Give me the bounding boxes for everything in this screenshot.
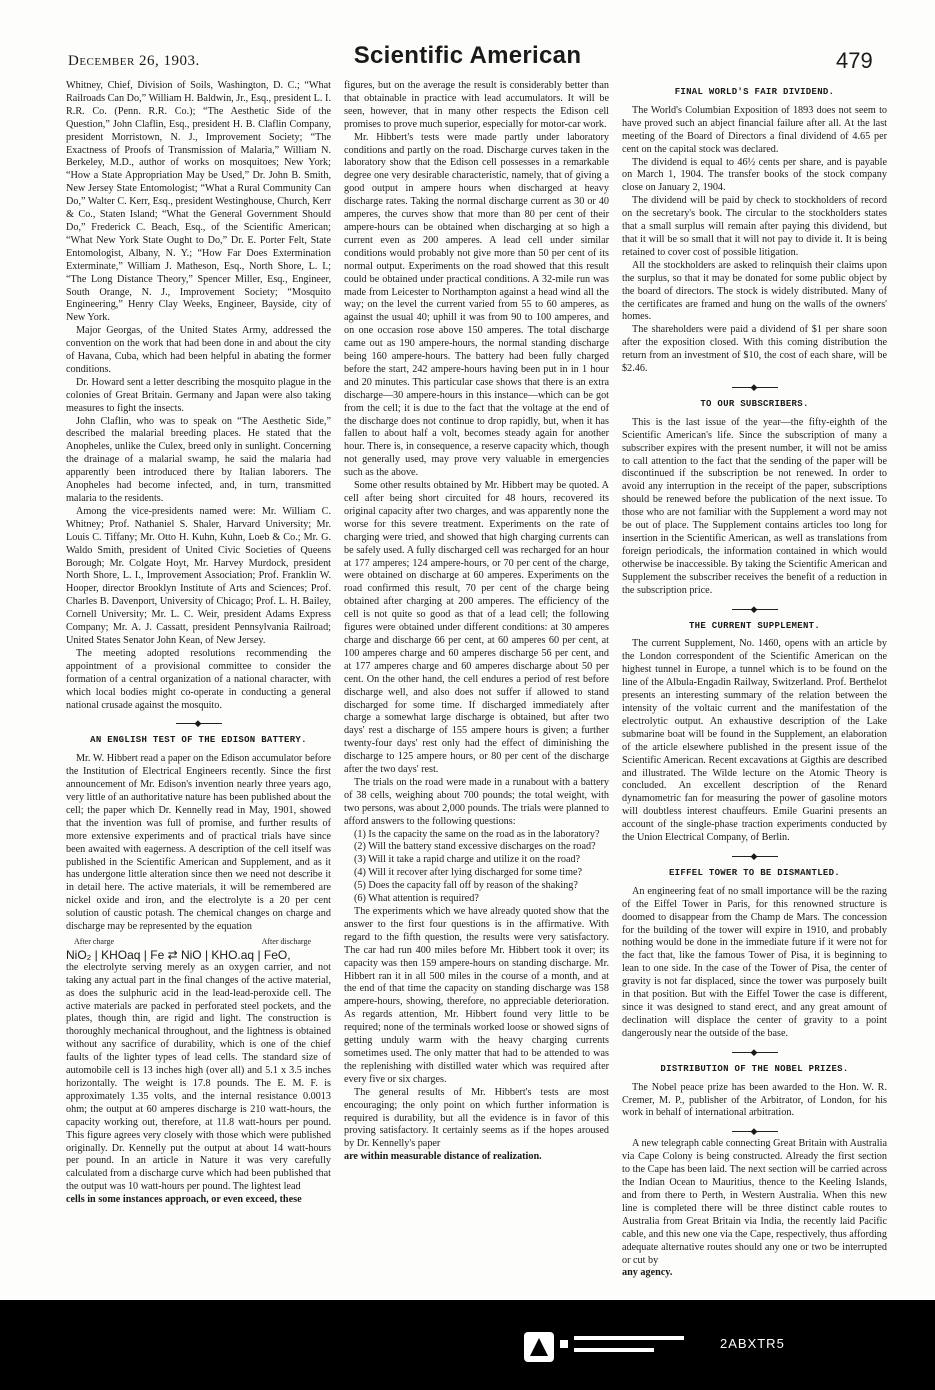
paragraph-bold: any agency. xyxy=(622,1267,673,1279)
paragraph: The dividend will be paid by check to stockholders of record on the secretary's book. The circular to the stockholders states that a small surplus will remain after paying this dividend, but that it will be so small that it will not pay to divide it. It is being retained to cover cost of possible litigation. xyxy=(622,195,887,258)
paragraph: Whitney, Chief, Division of Soils, Washington, D. C.; “What Railroads Can Do,” William H. Baldwin, Jr., Esq., president L. I. R.R. Co. (Penn. R.R. Co.); “The Aesthetic Side of the Question,” John Claflin, Esq., president H. B. Claflin Company, president Morristown, N. J., Improvement Society; “The Exactness of Proofs of Transmission of Malaria,” William N. Berkeley, M.D., author of works on mosquitoes; New York; “How a State Appropriation May be Used,” Dr. John B. Smith, New Jersey State Entomologist; “What a Rural Community Can Do,” Walter C. Kerr, Esq., president Westinghouse, Church, Kerr & Co., Staten Island; “What the General Government Should Do,” Frederick C. Beach, Esq., of the Scientific American; “What New York State Ought to Do,” Dr. E. Porter Felt, State Entomologist, Albany, N. Y.; “How Far Does Extermination Exterminate,” William J. Matheson, Esq., North Shore, L. I.; “The Long Distance Theory,” Spencer Miller, Esq., Engineer, South Orange, N. J., Improvement Society; “Mosquito Engineering,” Henry Clay Weeks, Engineer, Bayside, city of New York. xyxy=(66,80,331,324)
masthead-title: Scientific American xyxy=(353,42,582,69)
paragraph: The dividend is equal to 46½ cents per share, and is payable on March 1, 1904. The transfer books of the stock company close on January 2, 1904. xyxy=(622,156,887,194)
paragraph-bold: cells in some instances approach, or even exceed, these xyxy=(66,1194,302,1206)
article-heading-worlds-fair: FINAL WORLD'S FAIR DIVIDEND. xyxy=(674,87,835,97)
chemical-equation: NiO₂ | KHOaq | Fe ⇄ NiO | KHO.aq | FeO, xyxy=(66,947,291,962)
paragraph: The current Supplement, No. 1460, opens with an article by the London correspondent of the Scientific American on the highest tunnel in Europe, a tunnel which is to be found on the line of the Albula-Engadin Railway, Switzerland. Prof. Berthelot presents an interesting summary of the relation between the intensity of the voltaic current and the manifestation of the electrolytic output. An exhaustive description of the Lake submarine boat will be found in the Supplement, an elaboration of the article elsewhere published in the present issue of the Scientific American. Recent excavations at Gigthis are described and illustrated. The Wilde lecture on the Atomic Theory is concluded. An excellent description of the Renard dynamometric fan for measuring the power of gasoline motors will doubtless interest chauffeurs. Emile Guarini presents an account of the single-phase traction experiments conducted by the Union Electrical Company, of Berlin. xyxy=(622,638,887,844)
question-item: (5) Does the capacity fall off by reason of the shaking? xyxy=(354,880,578,892)
question-item: (6) What attention is required? xyxy=(354,893,479,905)
question-item: (2) Will the battery stand excessive discharges on the road? xyxy=(354,841,596,853)
stock-photo-logo-icon xyxy=(520,1318,700,1374)
paragraph: Some other results obtained by Mr. Hibbert may be quoted. A cell after being short circuited for 48 hours, recovered its original capacity after two charges, and was apparently none the worse for this severe treatment. Experiments on the rate of charging were tried, and showed that high charging currents can be safely used. A fully discharged cell was recharged for an hour at 177 amperes; 124 ampere-hours, or 70 per cent of the charge, were obtained on discharge at 60 amperes. Experiments on the road confirmed this result, 70 per cent of the charge being obtained after charging at 200 amperes. The efficiency of the cell is not quite so good as that of a lead cell; the following figures were obtained under different conditions: at 30 amperes charge and discharge 66 per cent, at 60 amperes 60 per cent, at 100 amperes charge and 60 amperes discharge 56 per cent, and at 177 amperes charge and 60 amperes discharge about 50 per cent. On the other hand, the cell endures a period of rest before discharge well, and also does not suffer if allowed to stand discharged for some time. If discharged immediately after charge a somewhat large discharge is obtained, but after two days' rest a discharge of 155 ampere hours is given; a further twenty-four days' rest only had the effect of diminishing the discharge to 125 ampere hours, or 80 per cent of the discharge after the two days' rest. xyxy=(344,480,609,776)
paragraph: The general results of Mr. Hibbert's tests are most encouraging; the only point on which further information is required is durability, but all the evidence is in favor of this proving satisfactory. It certainly seems as if the hopes aroused by Dr. Kennelly's paper xyxy=(344,1086,609,1150)
article-heading-subscribers: TO OUR SUBSCRIBERS. xyxy=(700,398,809,409)
section-divider xyxy=(622,851,887,861)
stock-footer-bar xyxy=(0,1300,935,1390)
paragraph: the electrolyte serving merely as an oxygen carrier, and not taking any actual part in the final changes of the active material, as does the sulphuric acid in the lead-lead-peroxide cell. The active materials are packed in perforated steel pockets, and the plates, though thin, are rigid and light. The construction is thoroughly mechanical throughout, and the lightness is obtained without any sacrifice of durability, which is one of the chief faults of the lighter types of lead cells. The standard size of automobile cell is 13 inches high (over all) and 5.1 x 3.5 inches horizontally. The weight is 17.8 pounds. The E. M. F. is approximately 1.35 volts, and the internal resistance 0.0013 ohm; the output at 60 amperes discharge is 210 watt-hours, the capacity working out, therefore, at 11.8 watt-hours per pound. This figure agrees very closely with those which were published originally. Dr. Kennelly put the output at about 14 watt-hours per pound. In an article in Nature it was very carefully calculated from a discharge curve which had been published that the output was 10 watt-hours per pound. The lightest lead xyxy=(66,961,331,1193)
section-divider xyxy=(66,718,331,728)
paragraph: This is the last issue of the year—the fifty-eighth of the Scientific American's life. Since the subscription of many a subscriber expires with the present number, it will not be amiss to call attention to the fact that the sending of the paper will be discontinued if the subscription be not renewed. In order to avoid any interruption in the receipt of the paper, subscriptions should be renewed before the publication of the next issue. To those who are not familiar with the Supplement a word may not be out of place. The Supplement contains articles too long for insertion in the Scientific American, as well as translations from foreign periodicals, the information contained in which would otherwise be inaccessible. By taking the Scientific American and Supplement the subscriber receives the benefit of a reduction in the subscription price. xyxy=(622,416,887,596)
paragraph: The trials on the road were made in a runabout with a battery of 38 cells, weighing about 700 pounds; the total weight, with two persons, was about 2,000 pounds. The trials were planned to afford answers to the following questions: xyxy=(344,776,609,827)
column-1 xyxy=(66,80,331,1207)
column-3 xyxy=(622,80,887,1280)
section-divider xyxy=(622,604,887,614)
question-item: (3) Will it take a rapid charge and utilize it on the road? xyxy=(354,854,581,866)
paragraph: An engineering feat of no small importance will be the razing of the Eiffel Tower in Paris, for this renowned structure is doomed to disappear from the Champ de Mars. The concession for the building of the tower will expire in 1910, and probably nothing would be done in the immediate future if it were not for the fact that, like the famous Tower of Pisa, it is beginning to lean to one side. In the case of the Tower of Pisa, the center of gravity is not far displaced, since the tower was purposely built in that position. But with the Eiffel Tower the case is different, since it was designed to stand erect, and any great amount of declination will displace the center of gravity to a point dangerously near the outside of the base. xyxy=(622,885,887,1039)
section-divider xyxy=(622,1047,887,1057)
paragraph: The World's Columbian Exposition of 1893 does not seem to have proved such an abject financial failure after all. At the last meeting of the Board of Directors a final dividend of 4.65 per cent on the capital stock was declared. xyxy=(622,104,887,155)
question-item: (4) Will it recover after lying discharged for some time? xyxy=(354,867,583,879)
article-heading-eiffel-tower: EIFFEL TOWER TO BE DISMANTLED. xyxy=(668,867,841,878)
formula-label-after-discharge: After discharge xyxy=(261,937,311,946)
article-heading-edison-battery: AN ENGLISH TEST OF THE EDISON BATTERY. xyxy=(90,735,307,746)
column-2 xyxy=(344,80,609,1164)
section-divider xyxy=(622,1126,887,1136)
paragraph: Dr. Howard sent a letter describing the mosquito plague in the colonies of Great Britain. Germany and Japan were also taking measures to fight the insects. xyxy=(66,376,331,414)
image-id-label: 2ABXTR5 xyxy=(720,1336,785,1351)
paragraph: The experiments which we have already quoted show that the answer to the first four questions is in the affirmative. With regard to the fifth question, the results were very satisfactory. The car had run 400 miles before Mr. Hibbert took it over; its capacity was then 159 ampere-hours on standing discharge. Mr. Hibbert ran it in all 500 miles in the course of a month, and at the end of that time the capacity on standing discharge was 158 ampere-hours, showing, therefore, no appreciable deterioration. As regards attention, Mr. Hibbert found very little to be required; none of the terminals worked loose or showed signs of getting unduly warm with the heavy charging currents sometimes used. The only matter that had to be attended to was the replenishing with distilled water which was required after every five or six charges. xyxy=(344,906,609,1085)
paragraph: Mr. W. Hibbert read a paper on the Edison accumulator before the Institution of Electrical Engineers recently. Since the first announcement of Mr. Edison's invention nearly three years ago, very little of an authoritative nature has been published about the cell; the paper which Dr. Kennelly read in May, 1901, showed that the invention was full of promise, and further results of more extensive experiments and of practical trials have since been awaited with eagerness. A description of the cell itself was published in the Scientific American and Supplement, and as it has undergone little alteration since then we need not describe it in detail here. The active materials, it will be remembered are nickel oxide and iron, and the electrolyte is a 20 per cent solution of caustic potash. The chemical changes on charge and discharge may be represented by the equation xyxy=(66,753,331,933)
formula-label-after-charge: After charge xyxy=(74,937,115,946)
issue-date: December 26, 1903. xyxy=(68,53,200,69)
article-heading-supplement: THE CURRENT SUPPLEMENT. xyxy=(688,620,821,631)
question-item: (1) Is the capacity the same on the road as in the laboratory? xyxy=(354,828,600,840)
paragraph: figures, but on the average the result is considerably better than that obtainable in practice with lead accumulators. It will be seen, however, that in many other respects the Edison cell promises to prove much superior, especially for motor-car work. xyxy=(344,80,609,130)
paragraph: A new telegraph cable connecting Great Britain with Australia via Cape Colony is being constructed. Already the first section to the Cape has been laid. The next section will be carried across the Indian Ocean to Mauritius, thence to the Keeling Islands, and from there to Perth, in Western Australia. When this new line is completed there will be three distinct cable routes to Australia from Great Britain via India, the recently laid Pacific cable, and this new one via the Cape, respectively, thus affording adequate alternative routes should any one or two be interrupted or cut by xyxy=(622,1138,887,1266)
paragraph: The meeting adopted resolutions recommending the appointment of a provisional committee to consider the formation of a central organization of a national character, with which local bodies might co-operate in conducting a general national crusade against the mosquito. xyxy=(66,647,331,711)
paragraph: The Nobel peace prize has been awarded to the Hon. W. R. Cremer, M. P., publisher of the Arbitrator, of London, for his work in behalf of international arbitration. xyxy=(622,1081,887,1119)
formula-labels xyxy=(66,934,331,949)
paragraph: Mr. Hibbert's tests were made partly under laboratory conditions and partly on the road. Discharge curves taken in the laboratory show that the Edison cell possesses in a remarkable degree one very desirable characteristic, namely, that of giving a good output in ampere hours when discharged at heavy discharge rates. Taking the normal discharge current as 30 or 40 amperes, the curves show that more than 80 per cent of their ampere-hours can be obtained when discharging at so high a current even as 200 amperes. A lead cell under similar conditions would probably not give more than 50 per cent of its normal output. Experiments on the road showed that this result could be obtained under practical conditions. A 32-mile run was made from Leicester to Northampton against a head wind all the way; on the level the current varied from 55 to 60 amperes, as against the usual 40; uphill it was from 90 to 100 amperes, and on one occasion rose above 150 amperes. The total discharge came out as 190 ampere-hours, the normal standing discharge being 160 ampere-hours. The battery had been fully charged before the start, 242 ampere-hours having been put in in 1 hour and 20 minutes. This particular case shows that there is an extra discharge—30 ampere-hours in this instance—which can be got from the cell; it is due to the fact that the voltage at the end of the discharge does not continue to drop rapidly, but, when it has fallen to about half a volt, becomes steady again for another hour. There is, in consequence, a reserve capacity which, though not generally used, may prove very valuable in emergencies such as the above. xyxy=(344,131,609,479)
paragraph-bold: are within measurable distance of realization. xyxy=(344,1151,542,1163)
paragraph: Major Georgas, of the United States Army, addressed the convention on the work that had been done in and about the city of Havana, Cuba, which had been helpful in abating the former conditions. xyxy=(66,325,331,375)
paragraph: The shareholders were paid a dividend of $1 per share soon after the exposition closed. With this coming distribution the return from an investment of $10, the cost of each share, will be $2.46. xyxy=(622,324,887,375)
page-number: 479 xyxy=(836,48,873,73)
section-divider xyxy=(622,382,887,392)
paragraph: All the stockholders are asked to relinquish their claims upon the surplus, so that it may be donated for some public object by the board of directors. The stock is widely distributed. Many of the certificates are framed and hung on the walls of the owners' homes. xyxy=(622,259,887,323)
paragraph: Among the vice-presidents named were: Mr. William C. Whitney; Prof. Nathaniel S. Shaler, Harvard University; Mr. Louis C. Tiffany; Mr. Otto H. Kuhn, Kuhn, Loeb & Co.; Mr. G. Waldo Smith, president of United Civic Societies of Queens Borough; Mr. Colgate Hoyt, Mr. Harvey Murdock, president North Shore, L. I., Improvement Association; Prof. Franklin W. Hooper, director Brooklyn Institute of Arts and Sciences; Prof. Charles B. Davenport, University of Chicago; Prof. L. H. Bailey, Cornell University; Mr. L. C. Weir, president Adams Express Company; Mr. A. J. Cassatt, president Pennsylvania Railroad; United States Senator John Kean, of New Jersey. xyxy=(66,505,331,646)
paragraph: John Claflin, who was to speak on “The Aesthetic Side,” described the malarial breeding places. He stated that the Anopheles, unlike the Culex, breed only in sunlight. Concerning the drainage of a malarial swamp, he said the malaria had apparently been introduced there by Italian laborers. The Anopheles had become infected, and, in turn, transmitted malaria to the residents. xyxy=(66,415,331,504)
article-heading-nobel: DISTRIBUTION OF THE NOBEL PRIZES. xyxy=(660,1063,849,1074)
